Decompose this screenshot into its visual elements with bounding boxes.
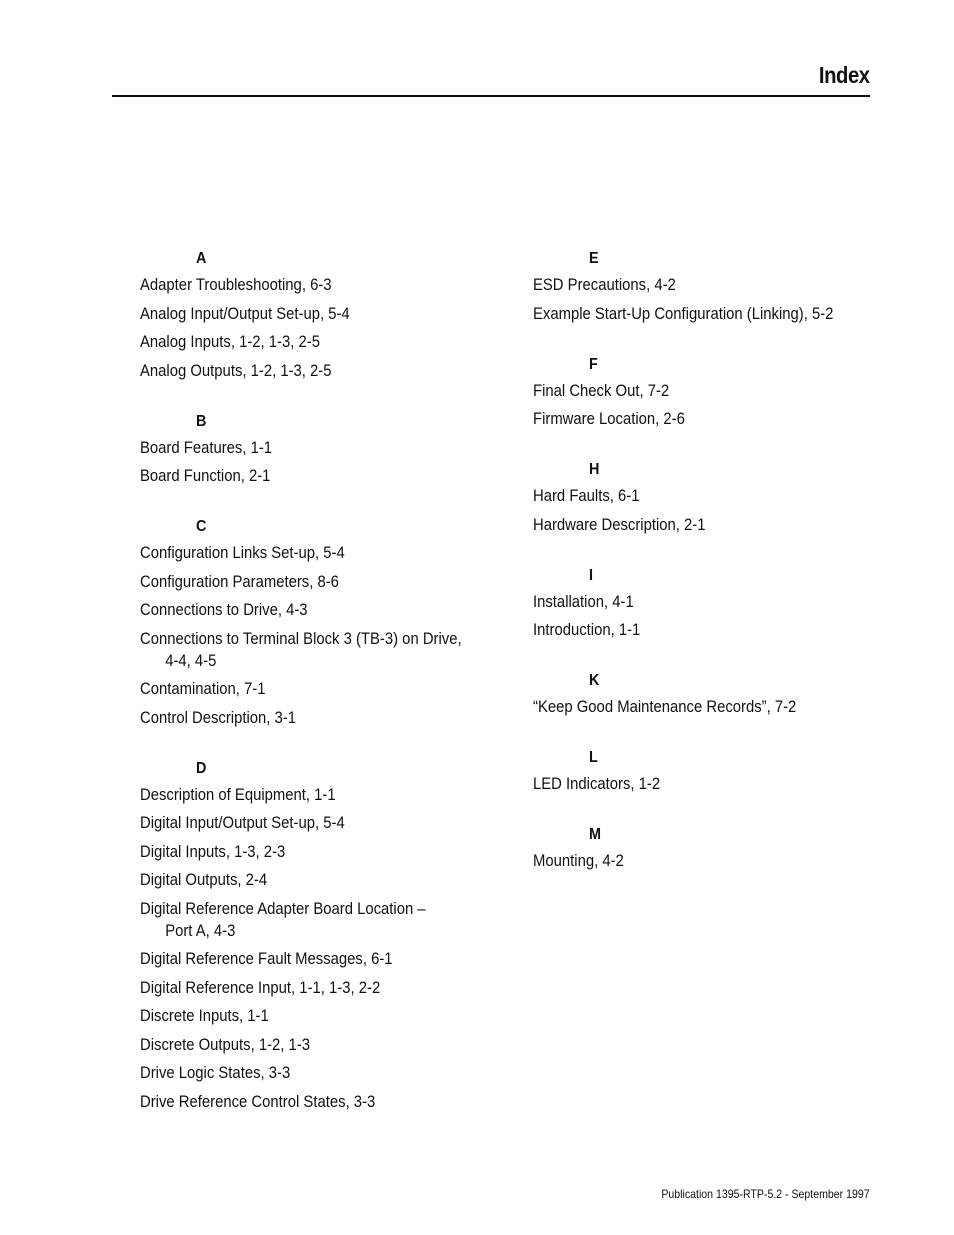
index-column-left [140, 247, 500, 1141]
index-entry [140, 599, 464, 621]
index-section-c [140, 515, 500, 729]
index-entry [140, 542, 464, 564]
index-entry-text: Analog Inputs, 1-2, 1-3, 2-5 [140, 333, 320, 351]
index-entry [140, 274, 464, 296]
index-entry [140, 437, 464, 459]
index-entry [140, 707, 464, 729]
index-entry [533, 380, 857, 402]
index-entry [140, 1091, 464, 1113]
index-section-e [533, 247, 893, 325]
index-entry [140, 628, 464, 672]
index-section-k [533, 669, 893, 718]
section-letter: D [196, 759, 207, 777]
index-section-h [533, 458, 893, 536]
index-entry [533, 514, 857, 536]
index-entry [140, 303, 464, 325]
index-entry-text: Analog Outputs, 1-2, 1-3, 2-5 [140, 361, 332, 380]
index-entry-text: Digital Reference Input, 1-1, 1-3, 2-2 [140, 978, 381, 997]
index-section-i [533, 564, 893, 642]
index-column-right [533, 247, 893, 900]
index-entry-text: Introduction, 1-1 [533, 621, 641, 639]
section-letter: A [196, 250, 207, 267]
index-entry-text: Mounting, 4-2 [533, 852, 624, 870]
index-entry-text: Connections to Drive, 4-3 [140, 601, 308, 619]
section-letter: K [589, 672, 600, 689]
index-entry-text: Control Description, 3-1 [140, 708, 296, 727]
index-entry [533, 850, 857, 872]
index-entry-text: LED Indicators, 1-2 [533, 775, 661, 793]
index-entry-continuation: Port A, 4-3 [165, 921, 236, 940]
index-section-a [140, 247, 500, 382]
index-entry [140, 571, 464, 593]
index-entry [140, 1034, 464, 1056]
index-entry-text: Hardware Description, 2-1 [533, 515, 706, 534]
title-rule [112, 95, 870, 97]
index-section-b [140, 410, 500, 488]
index-entry-text: Digital Input/Output Set-up, 5-4 [140, 814, 345, 832]
index-entry-text: Contamination, 7-1 [140, 680, 266, 698]
index-entry-text: Drive Logic States, 3-3 [140, 1064, 291, 1082]
index-entry-text: Analog Input/Output Set-up, 5-4 [140, 304, 350, 323]
index-entry [140, 678, 464, 700]
index-entry [140, 977, 464, 999]
index-entry-text: Installation, 4-1 [533, 592, 634, 611]
index-entry [533, 619, 857, 641]
index-entry [140, 465, 464, 487]
index-entry-text: Connections to Terminal Block 3 (TB-3) on Drive, [140, 629, 462, 648]
section-letter: I [589, 566, 594, 584]
section-letter: C [196, 518, 207, 535]
index-entry [140, 948, 464, 970]
index-entry [140, 898, 464, 942]
section-letter: H [589, 461, 600, 478]
index-entry [140, 812, 464, 834]
index-section-l [533, 746, 893, 795]
index-entry-text: Digital Reference Fault Messages, 6-1 [140, 950, 393, 968]
index-entry-text: Configuration Parameters, 8-6 [140, 572, 339, 591]
index-entry [533, 408, 857, 430]
index-entry-text: Drive Reference Control States, 3-3 [140, 1092, 376, 1111]
index-entry [140, 841, 464, 863]
index-entry [533, 485, 857, 507]
index-entry [140, 869, 464, 891]
index-entry-text: Discrete Inputs, 1-1 [140, 1007, 269, 1025]
index-entry-text: Digital Outputs, 2-4 [140, 871, 268, 889]
index-entry-text: Board Function, 2-1 [140, 467, 271, 485]
index-entry [533, 773, 857, 795]
index-entry-text: Discrete Outputs, 1-2, 1-3 [140, 1035, 311, 1054]
index-entry [140, 1005, 464, 1027]
index-entry-text: Digital Inputs, 1-3, 2-3 [140, 842, 286, 861]
index-entry-text: Digital Reference Adapter Board Location – [140, 899, 426, 918]
index-entry-continuation: 4-4, 4-5 [165, 651, 217, 670]
index-entry-text: Description of Equipment, 1-1 [140, 785, 336, 804]
index-entry [140, 331, 464, 353]
index-entry-text: ESD Precautions, 4-2 [533, 276, 676, 294]
index-entry [140, 1062, 464, 1084]
section-letter: E [589, 250, 599, 267]
index-section-f [533, 353, 893, 431]
index-entry [140, 360, 464, 382]
index-entry-text: Firmware Location, 2-6 [533, 410, 685, 428]
publication-footer: Publication 1395-RTP-5.2 - September 1997 [661, 1187, 870, 1201]
page-title: Index [819, 62, 870, 88]
index-entry [140, 784, 464, 806]
section-letter: L [589, 749, 598, 766]
section-letter: B [196, 412, 207, 430]
index-section-m [533, 823, 893, 872]
index-entry-text: “Keep Good Maintenance Records”, 7-2 [533, 698, 797, 716]
index-entry-text: Adapter Troubleshooting, 6-3 [140, 276, 332, 294]
index-entry [533, 303, 857, 325]
section-letter: F [589, 355, 598, 373]
index-entry-text: Final Check Out, 7-2 [533, 381, 670, 400]
index-entry-text: Configuration Links Set-up, 5-4 [140, 544, 345, 562]
index-entry-text: Example Start-Up Configuration (Linking), 5-2 [533, 304, 834, 323]
index-entry [533, 274, 857, 296]
index-entry [533, 696, 857, 718]
section-letter: M [589, 826, 601, 843]
index-section-d [140, 757, 500, 1113]
index-entry-text: Board Features, 1-1 [140, 438, 273, 457]
index-entry-text: Hard Faults, 6-1 [533, 487, 640, 505]
index-entry [533, 591, 857, 613]
